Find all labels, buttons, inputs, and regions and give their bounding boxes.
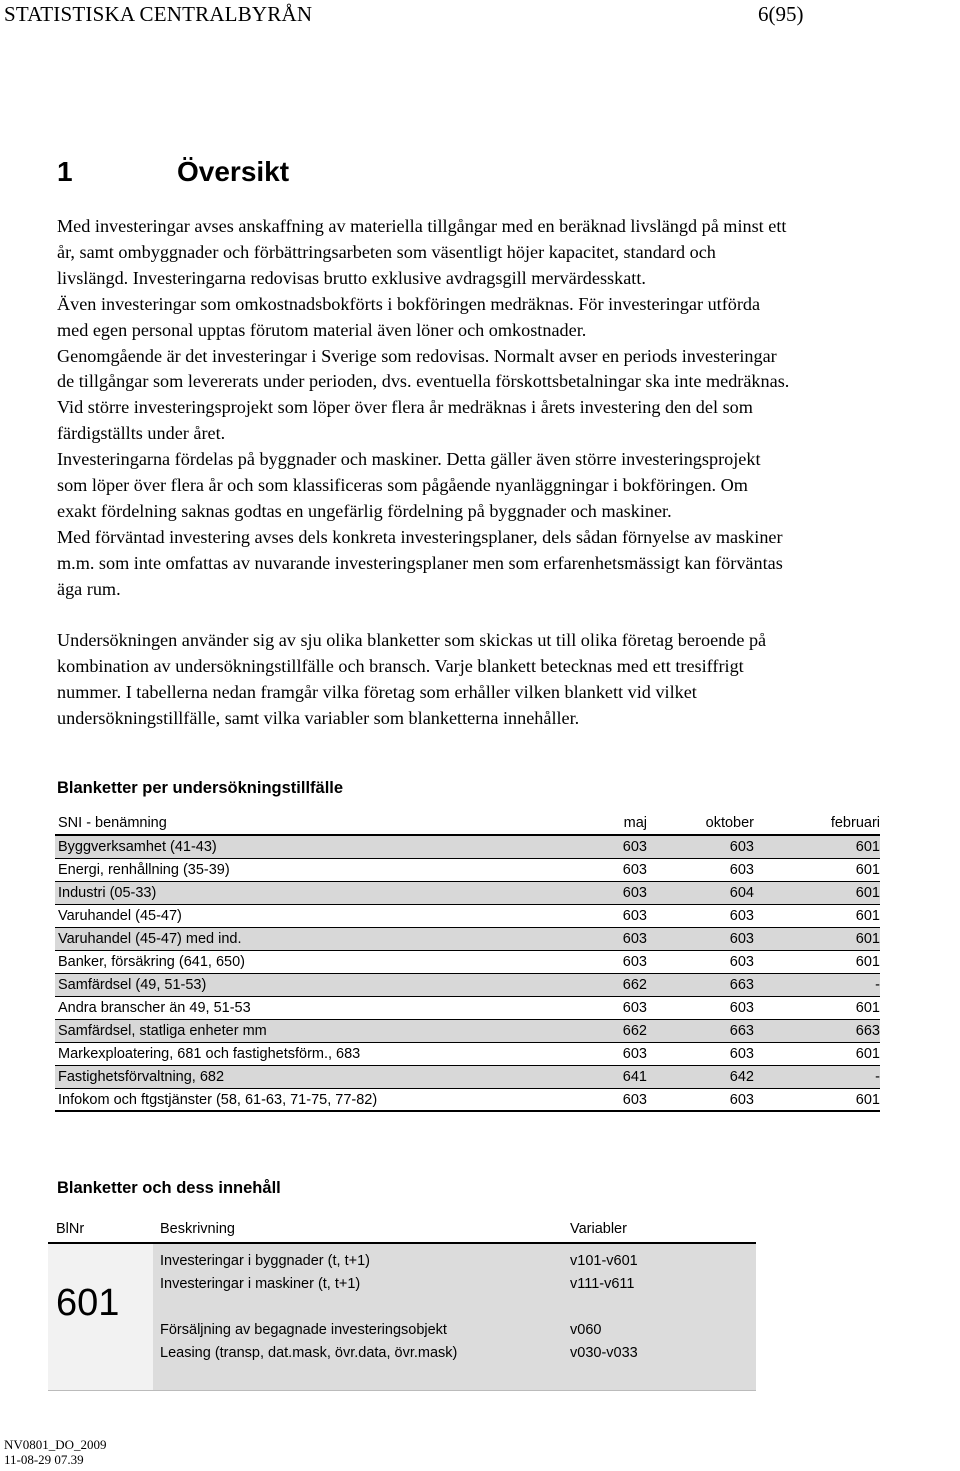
table-cell: 603 — [729, 839, 754, 855]
table-row — [55, 859, 880, 882]
form-number: 601 — [56, 1282, 120, 1324]
table-cell: Fastighetsförvaltning, 682 — [58, 1069, 225, 1085]
paragraph-line: Med investeringar avses anskaffning av materiella tillgångar med en beräknad livslängd på minst ett — [57, 216, 787, 236]
footer — [4, 1437, 107, 1467]
table-cell: 603 — [729, 1091, 754, 1108]
footer-document-id: NV0801_DO_2009 — [4, 1437, 107, 1452]
paragraph-line: undersökningstillfälle, samt vilka variabler som blanketterna innehåller. — [57, 707, 580, 728]
table-cell: 601 — [855, 862, 880, 878]
paragraph-line: färdigställts under året. — [57, 423, 226, 444]
paragraph-line: Genomgående är det investeringar i Sverige som redovisas. Normalt avser en periods investeringar — [57, 345, 777, 366]
table-cell: 603 — [622, 885, 647, 901]
table-cell: - — [875, 977, 880, 993]
table-cell: 663 — [855, 1023, 880, 1039]
description-cell: Leasing (transp, dat.mask, övr.data, övr.mask) — [160, 1345, 458, 1361]
table-cell: - — [875, 1069, 880, 1085]
table-cell: 662 — [622, 977, 647, 993]
variables-cell: v101-v601 — [570, 1253, 638, 1269]
table-cell: Samfärdsel (49, 51-53) — [58, 977, 207, 993]
table-cell: 601 — [855, 931, 880, 947]
section-heading: Översikt — [177, 156, 290, 187]
paragraph-line: Även investeringar som omkostnadsbokförts i bokföringen medräknas. För investeringar utförda — [57, 293, 761, 314]
table-cell: Varuhandel (45-47) — [58, 908, 182, 924]
table-cell: 663 — [729, 1023, 754, 1039]
table-cell: 603 — [729, 954, 754, 970]
table-row — [55, 997, 880, 1020]
paragraph-line: som löper över flera år och som klassificeras som pågående nyanläggningar i bokföringen. Om — [57, 475, 748, 496]
table-cell: 601 — [855, 839, 880, 855]
table-row — [55, 928, 880, 951]
table-cell: 601 — [855, 1091, 880, 1108]
section-title — [57, 156, 289, 188]
header-page-number: 6(95) — [758, 2, 804, 26]
paragraph-line: livslängd. Investeringarna redovisas brutto exklusive avdragsgill mervärdesskatt. — [57, 267, 646, 288]
table-cell: 641 — [622, 1069, 647, 1085]
column-header: Variabler — [570, 1221, 627, 1237]
column-header: maj — [623, 815, 647, 831]
table-cell: 603 — [622, 1091, 647, 1108]
table-cell: 603 — [622, 839, 647, 855]
table-cell: 604 — [729, 885, 754, 901]
table-row — [55, 951, 880, 974]
paragraph-line: exakt fördelning saknas godtas en ungefärlig fördelning på byggnader och maskiner. — [57, 500, 672, 521]
paragraph-line: med egen personal upptas förutom material även löner och omkostnader. — [57, 319, 587, 340]
paragraph-line: år, samt ombyggnader och förbättringsarbeten som väsentligt höjer kapacitet, standard och — [57, 241, 716, 262]
table-header-row — [55, 812, 880, 836]
description-cell: Försäljning av begagnade investeringsobjekt — [160, 1322, 447, 1338]
table-cell: 603 — [729, 1000, 754, 1016]
table-cell: 601 — [855, 1046, 880, 1062]
table-row — [55, 1043, 880, 1066]
form-contents-table — [48, 1213, 756, 1390]
table-cell: Infokom och ftgstjänster (58, 61-63, 71-75, 77-82) — [58, 1091, 378, 1108]
table-cell: 601 — [855, 954, 880, 970]
header-organization: STATISTISKA CENTRALBYRÅN — [4, 2, 313, 26]
table-cell: Samfärdsel, statliga enheter mm — [58, 1023, 267, 1039]
footer-date: 11-08-29 07.39 — [4, 1452, 84, 1467]
table-cell: 663 — [729, 977, 754, 993]
table-cell: 603 — [622, 908, 647, 924]
table-header-row — [48, 1213, 756, 1244]
paragraph-line: nummer. I tabellerna nedan framgår vilka företag som erhåller vilken blankett vid vilket — [57, 681, 697, 702]
paragraph-line: Investeringarna fördelas på byggnader och maskiner. Detta gäller även större investeringsprojekt — [57, 449, 761, 470]
table-cell: Industri (05-33) — [58, 885, 157, 901]
table-cell: Markexploatering, 681 och fastighetsförm., 683 — [58, 1046, 361, 1062]
variables-cell: v030-v033 — [570, 1345, 638, 1361]
table-cell: 603 — [729, 1046, 754, 1062]
paragraph-line: äga rum. — [57, 578, 121, 599]
paragraph-line: kombination av undersökningstillfälle och bransch. Varje blankett betecknas med ett tresiffrigt — [57, 655, 744, 676]
column-header: februari — [830, 815, 880, 831]
description-cell: Investeringar i maskiner (t, t+1) — [160, 1276, 361, 1292]
table-cell: 603 — [622, 954, 647, 970]
table-row — [55, 1066, 880, 1089]
description-cell: Investeringar i byggnader (t, t+1) — [160, 1253, 370, 1269]
variables-cell: v111-v611 — [570, 1276, 635, 1292]
section-number: 1 — [57, 156, 73, 187]
paragraph-line: m.m. som inte omfattas av nuvarande investeringsplaner men som erfarenhetsmässigt kan förväntas — [57, 552, 783, 573]
table-cell: 601 — [855, 1000, 880, 1016]
table-cell: 603 — [729, 862, 754, 878]
paragraph-line: Vid större investeringsprojekt som löper över flera år medräknas i årets investering den del som — [57, 397, 753, 418]
table-cell: Byggverksamhet (41-43) — [58, 839, 217, 855]
table-cell: 601 — [855, 885, 880, 901]
table-cell: 603 — [729, 931, 754, 947]
variables-cell: v060 — [570, 1322, 602, 1338]
table-cell: 603 — [622, 1046, 647, 1062]
table-row — [55, 1089, 880, 1112]
forms-per-survey-table — [55, 812, 880, 1112]
table-row — [55, 974, 880, 997]
column-header: BlNr — [56, 1221, 85, 1237]
table-row — [55, 1020, 880, 1043]
column-header: oktober — [705, 815, 754, 831]
table-body — [48, 1244, 756, 1391]
table2-heading: Blanketter och dess innehåll — [57, 1179, 281, 1197]
table-cell: 603 — [622, 1000, 647, 1016]
table-cell: 662 — [622, 1023, 647, 1039]
column-header: Beskrivning — [160, 1221, 235, 1237]
table-row — [55, 836, 880, 859]
table-row — [55, 882, 880, 905]
table1-heading: Blanketter per undersökningstillfälle — [57, 779, 344, 797]
table-cell: 642 — [729, 1069, 754, 1085]
table-cell: 603 — [622, 862, 647, 878]
table-cell: Energi, renhållning (35-39) — [58, 862, 230, 878]
column-header: SNI - benämning — [58, 815, 167, 831]
table-cell: Andra branscher än 49, 51-53 — [58, 1000, 251, 1016]
paragraph-line: Med förväntad investering avses dels konkreta investeringsplaner, dels sådan förnyelse av maskiner — [57, 526, 783, 547]
body-paragraph-1 — [57, 214, 957, 603]
table-cell: 603 — [622, 931, 647, 947]
table-cell: Banker, försäkring (641, 650) — [58, 954, 245, 970]
table-row — [55, 905, 880, 928]
table-cell: 601 — [855, 908, 880, 924]
table-cell: 603 — [729, 908, 754, 924]
table-cell: Varuhandel (45-47) med ind. — [58, 931, 242, 947]
body-paragraph-2 — [57, 628, 957, 732]
paragraph-line: Undersökningen använder sig av sju olika blanketter som skickas ut till olika företag beroende på — [57, 630, 767, 650]
paragraph-line: de tillgångar som levererats under perioden, dvs. eventuella förskottsbetalningar ska inte medräknas. — [57, 371, 790, 392]
